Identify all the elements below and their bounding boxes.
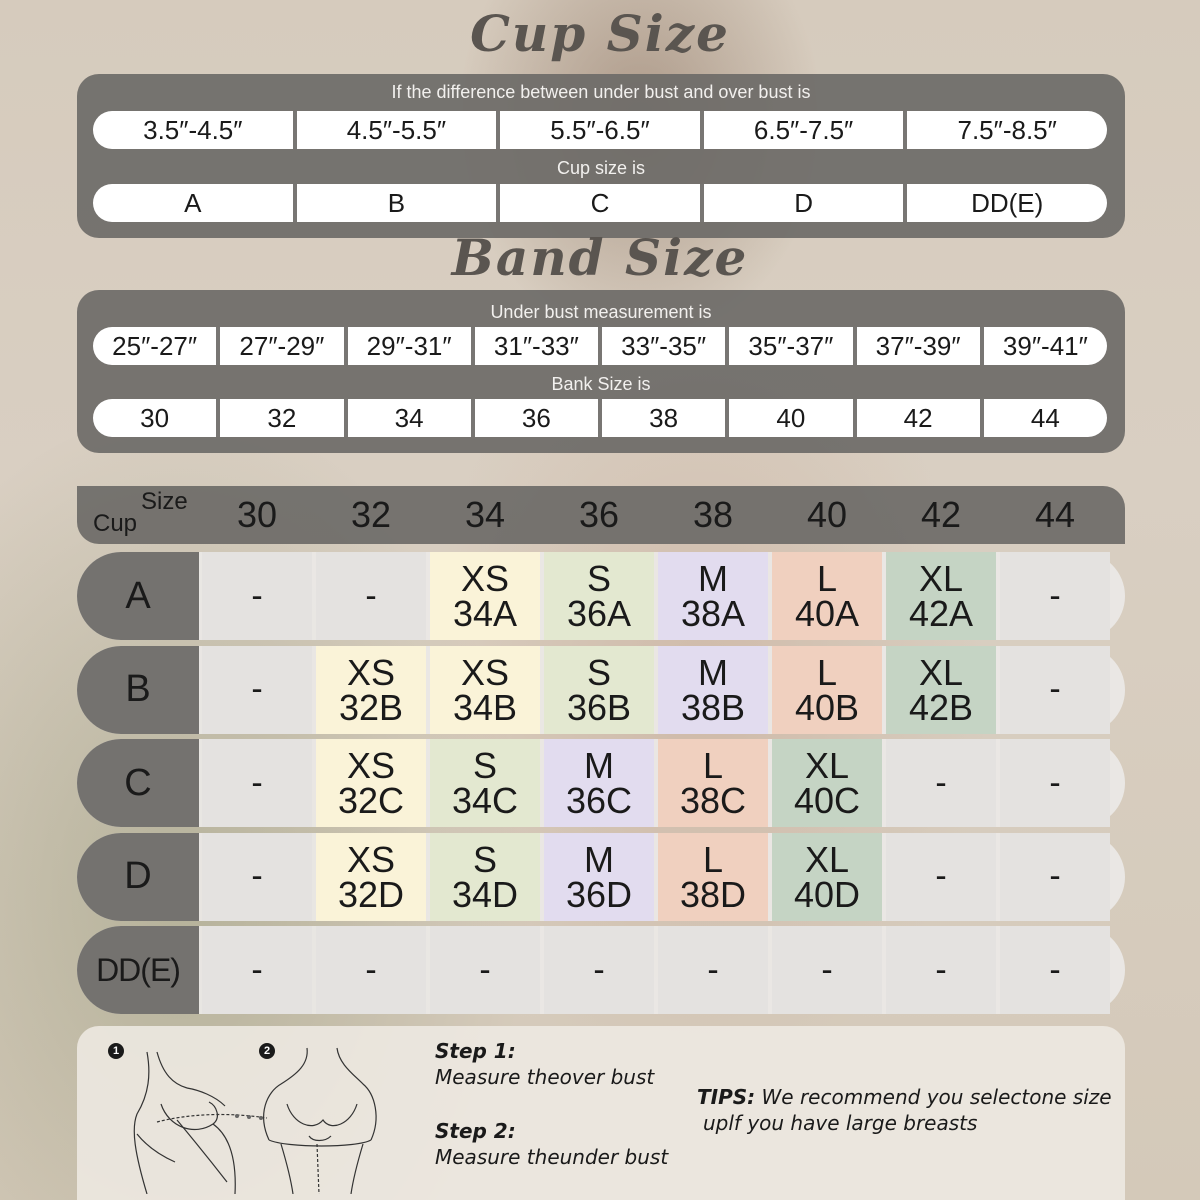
corner-size-label: Size (141, 488, 188, 515)
cup-letter-row (93, 184, 1107, 222)
band-number-cell: 30 (140, 402, 170, 433)
column-header: 36 (578, 494, 620, 535)
measure-range-cell: 37″-39″ (853, 327, 980, 365)
size-grid-cell: - (1000, 552, 1110, 640)
measurement-instructions (77, 1026, 1125, 1200)
column-header: 40 (806, 494, 848, 535)
size-grid-row (77, 646, 1125, 734)
size-grid-cell: S 36A (544, 552, 654, 640)
size-grid-cell: - (886, 739, 996, 827)
cup-size-title: Cup Size (470, 4, 730, 63)
measure-range-row (93, 327, 1107, 365)
difference-caption: If the difference between under bust and over bust is (391, 82, 811, 102)
measure-range-cell: 25″-27″ (112, 330, 198, 361)
size-grid-cell: - (1000, 739, 1110, 827)
difference-range-cell: 6.5″-7.5″ (700, 111, 904, 149)
size-grid-cell: - (202, 833, 312, 921)
size-grid-cell: M 36D (544, 833, 654, 921)
measure-range-cell: 29″-31″ (344, 327, 471, 365)
step-1-title: Step 1: (435, 1039, 516, 1063)
measure-range-cell: 39″-41″ (980, 327, 1107, 365)
size-grid-cell: - (430, 926, 540, 1014)
size-grid-row (77, 926, 1125, 1014)
step-2-title: Step 2: (435, 1119, 516, 1143)
tips-note (697, 1084, 1117, 1136)
cup-row-label: D (77, 833, 199, 921)
band-number-cell: 40 (725, 399, 852, 437)
band-number-cell: 36 (471, 399, 598, 437)
size-grid-cell: L 38C (658, 739, 768, 827)
column-header: 34 (464, 494, 506, 535)
size-grid-cell: XS 32C (316, 739, 426, 827)
step-2 (435, 1118, 668, 1170)
size-grid-cell: XL 40D (772, 833, 882, 921)
size-grid-cell: L 38D (658, 833, 768, 921)
size-grid-cell: S 34C (430, 739, 540, 827)
size-grid-header (77, 486, 1125, 544)
band-number-cell: 42 (853, 399, 980, 437)
column-header: 30 (236, 494, 278, 535)
step-1-badge: 1 (108, 1043, 124, 1059)
difference-range-cell: 7.5″-8.5″ (903, 111, 1107, 149)
measure-range-cell: 33″-35″ (598, 327, 725, 365)
size-grid-cell: - (1000, 833, 1110, 921)
corner-cup-label: Cup (93, 510, 138, 537)
size-grid-row (77, 833, 1125, 921)
under-bust-measure-illustration (247, 1044, 397, 1194)
tips-label: TIPS: (697, 1085, 756, 1109)
tips-line-1: We recommend you selectone size (761, 1085, 1112, 1109)
band-number-cell: 44 (980, 399, 1107, 437)
cup-row-label: DD(E) (77, 926, 199, 1014)
measure-range-cell: 31″-33″ (471, 327, 598, 365)
step-1 (435, 1038, 654, 1090)
step-2-badge: 2 (259, 1043, 275, 1059)
cup-row-label: C (77, 739, 199, 827)
cup-row-label: B (77, 646, 199, 734)
difference-range-row (93, 111, 1107, 149)
size-grid-cell: XS 32D (316, 833, 426, 921)
size-grid-cell: XL 42B (886, 646, 996, 734)
band-number-cell: 38 (598, 399, 725, 437)
column-header: 42 (920, 494, 962, 535)
band-size-title: Band Size (451, 228, 749, 287)
difference-range-cell: 4.5″-5.5″ (293, 111, 497, 149)
band-caption: Bank Size is (551, 374, 651, 394)
cup-letter-cell: C (496, 184, 700, 222)
band-number-cell: 32 (216, 399, 343, 437)
size-grid-row (77, 552, 1125, 640)
band-number-row (93, 399, 1107, 437)
size-grid-cell: M 38A (658, 552, 768, 640)
size-grid-cell: - (1000, 646, 1110, 734)
size-grid-cell: S 34D (430, 833, 540, 921)
column-header: 38 (692, 494, 734, 535)
size-grid-cell: - (1000, 926, 1110, 1014)
size-grid-cell: - (202, 739, 312, 827)
size-grid-cell: - (886, 833, 996, 921)
size-grid-cell: - (202, 646, 312, 734)
step-1-text: Measure theover bust (435, 1065, 655, 1089)
size-grid-cell: S 36B (544, 646, 654, 734)
size-grid-cell: L 40B (772, 646, 882, 734)
measure-caption: Under bust measurement is (490, 302, 712, 322)
band-number-cell: 34 (344, 399, 471, 437)
size-grid-cell: - (772, 926, 882, 1014)
column-header: 44 (1034, 494, 1076, 535)
tips-line-2: uplf you have large breasts (703, 1111, 978, 1135)
cup-letter-cell: D (700, 184, 904, 222)
size-grid-cell: XS 34A (430, 552, 540, 640)
step-2-text: Measure theunder bust (435, 1145, 669, 1169)
size-grid-cell: - (886, 926, 996, 1014)
size-grid-cell: L 40A (772, 552, 882, 640)
cup-size-panel (77, 74, 1125, 238)
size-grid-cell: XS 32B (316, 646, 426, 734)
size-grid-cell: M 38B (658, 646, 768, 734)
difference-range-cell: 3.5″-4.5″ (143, 114, 243, 145)
cup-letter-cell: A (184, 187, 202, 218)
measure-range-cell: 35″-37″ (725, 327, 852, 365)
cup-letter-cell: B (293, 184, 497, 222)
size-grid-cell: - (316, 552, 426, 640)
difference-range-cell: 5.5″-6.5″ (496, 111, 700, 149)
size-grid-cell: M 36C (544, 739, 654, 827)
column-header: 32 (350, 494, 392, 535)
size-grid-row (77, 739, 1125, 827)
size-grid-cell: XS 34B (430, 646, 540, 734)
cup-caption: Cup size is (556, 158, 646, 178)
band-size-panel (77, 290, 1125, 453)
measure-range-cell: 27″-29″ (216, 327, 343, 365)
size-grid-cell: - (544, 926, 654, 1014)
size-grid-cell: XL 42A (886, 552, 996, 640)
size-grid-cell: - (202, 926, 312, 1014)
cup-row-label: A (77, 552, 199, 640)
size-grid-cell: XL 40C (772, 739, 882, 827)
size-grid-cell: - (202, 552, 312, 640)
cup-letter-cell: DD(E) (903, 184, 1107, 222)
size-grid-cell: - (316, 926, 426, 1014)
size-grid-cell: - (658, 926, 768, 1014)
